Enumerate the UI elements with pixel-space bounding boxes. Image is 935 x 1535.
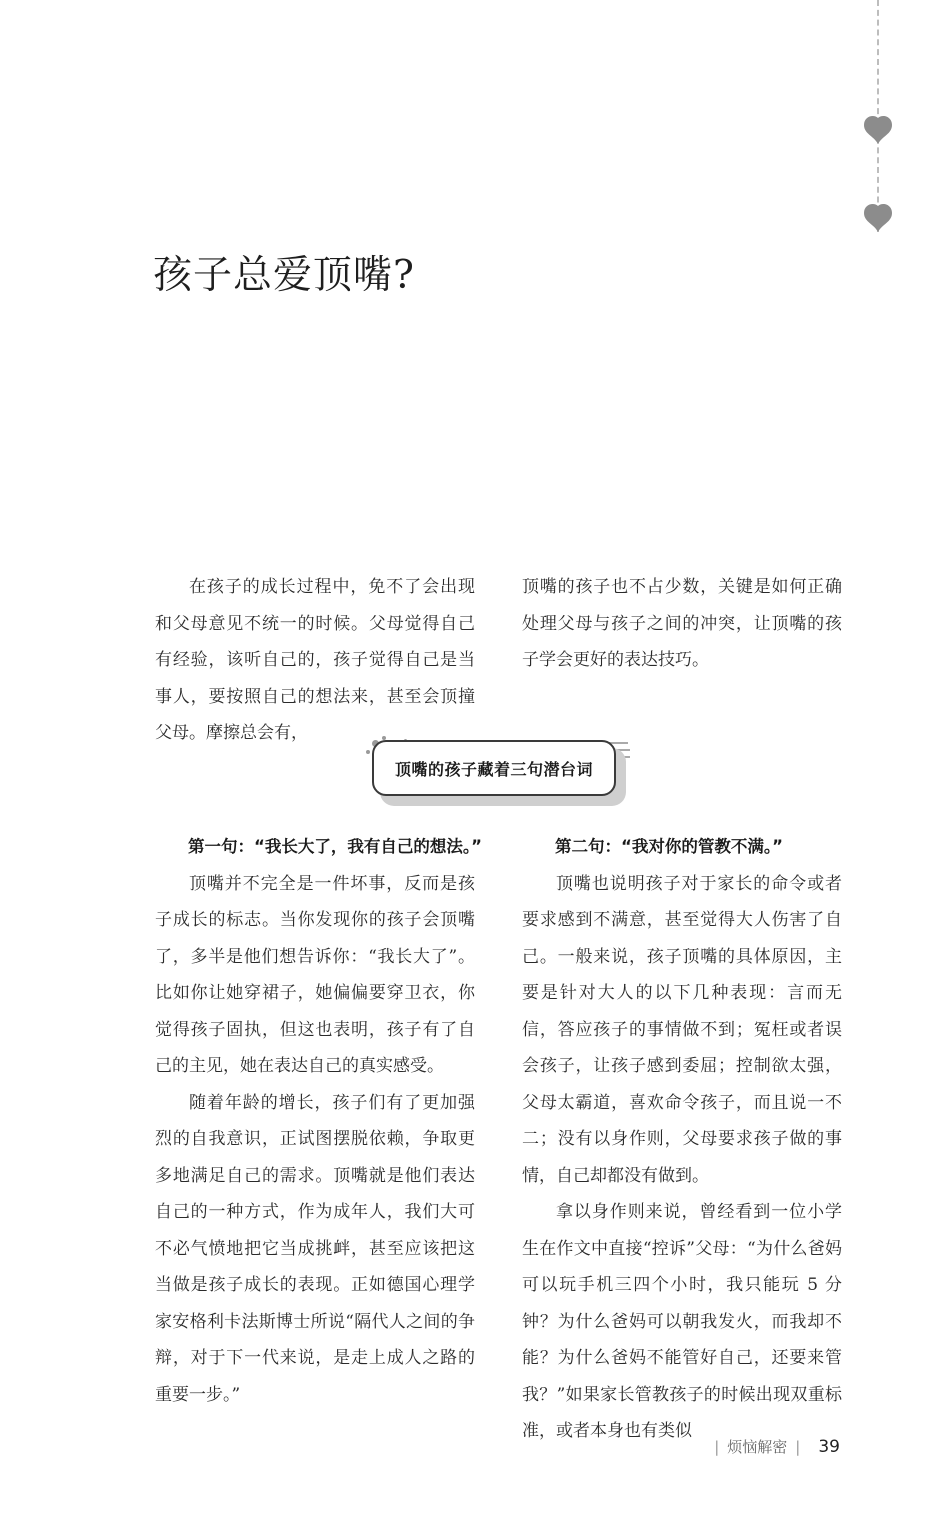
page-title: 孩子总爱顶嘴? bbox=[153, 253, 415, 298]
footer-divider: | bbox=[795, 1438, 801, 1456]
section-heading: 顶嘴的孩子藏着三句潜台词 bbox=[394, 759, 593, 779]
right-body-column bbox=[522, 829, 842, 1450]
body-paragraph: 随着年龄的增长，孩子们有了更加强烈的自我意识，正试图摆脱依赖，争取更多地满足自己的需求。顶嘴就是他们表达自己的一种方式，作为成年人，我们大可不必气愤地把它当成挑衅，甚至应该把这当做是孩子成长的表现。正如德国心理学家安格利卡法斯博士所说“隔代人之间的争辩，对于下一代来说，是走上成人之路的重要一步。” bbox=[155, 1092, 475, 1405]
subheading-second: 第二句：“我对你的管教不满。” bbox=[555, 837, 783, 856]
footer-section-name: 烦恼解密 bbox=[727, 1438, 788, 1456]
intro-right-column bbox=[522, 569, 842, 679]
footer-divider: | bbox=[714, 1438, 720, 1456]
intro-paragraph: 在孩子的成长过程中，免不了会出现和父母意见不统一的时候。父母觉得自己有经验，该听自己的，孩子觉得自己是当事人，要按照自己的想法来，甚至会顶撞父母。摩擦总会有， bbox=[155, 577, 475, 743]
banner-box bbox=[372, 740, 616, 796]
page-footer bbox=[706, 1436, 840, 1457]
body-paragraph: 顶嘴并不完全是一件坏事，反而是孩子成长的标志。当你发现你的孩子会顶嘴了，多半是他们想告诉你：“我长大了”。比如你让她穿裙子，她偏偏要穿卫衣，你觉得孩子固执，但这也表明，孩子有了自己的主见，她在表达自己的真实感受。 bbox=[155, 873, 475, 1076]
intro-left-column bbox=[155, 569, 475, 752]
body-paragraph: 顶嘴也说明孩子对于家长的命令或者要求感到不满意，甚至觉得大人伤害了自己。一般来说，孩子顶嘴的具体原因，主要是针对大人的以下几种表现：言而无信，答应孩子的事情做不到；冤枉或者误会孩子，让孩子感到委屈；控制欲太强，父母太霸道，喜欢命令孩子，而且说一不二；没有以身作则，父母要求孩子做的事情，自己却都没有做到。 bbox=[522, 873, 842, 1186]
left-body-column bbox=[155, 829, 482, 1413]
section-banner bbox=[362, 734, 634, 820]
heart-icon bbox=[862, 116, 894, 146]
body-paragraph: 拿以身作则来说，曾经看到一位小学生在作文中直接“控诉”父母：“为什么爸妈可以玩手机三四个小时，我只能玩 5 分钟？为什么爸妈可以朝我发火，而我却不能？为什么爸妈不能管好自己，还要来管我？”如果家长管教孩子的时候出现双重标准，或者本身也有类似 bbox=[522, 1202, 842, 1441]
intro-paragraph: 顶嘴的孩子也不占少数，关键是如何正确处理父母与孩子之间的冲突，让顶嘴的孩子学会更好的表达技巧。 bbox=[522, 577, 842, 670]
page-number: 39 bbox=[818, 1437, 840, 1457]
heart-icon bbox=[862, 204, 894, 234]
subheading-first: 第一句：“我长大了，我有自己的想法。” bbox=[188, 837, 482, 856]
